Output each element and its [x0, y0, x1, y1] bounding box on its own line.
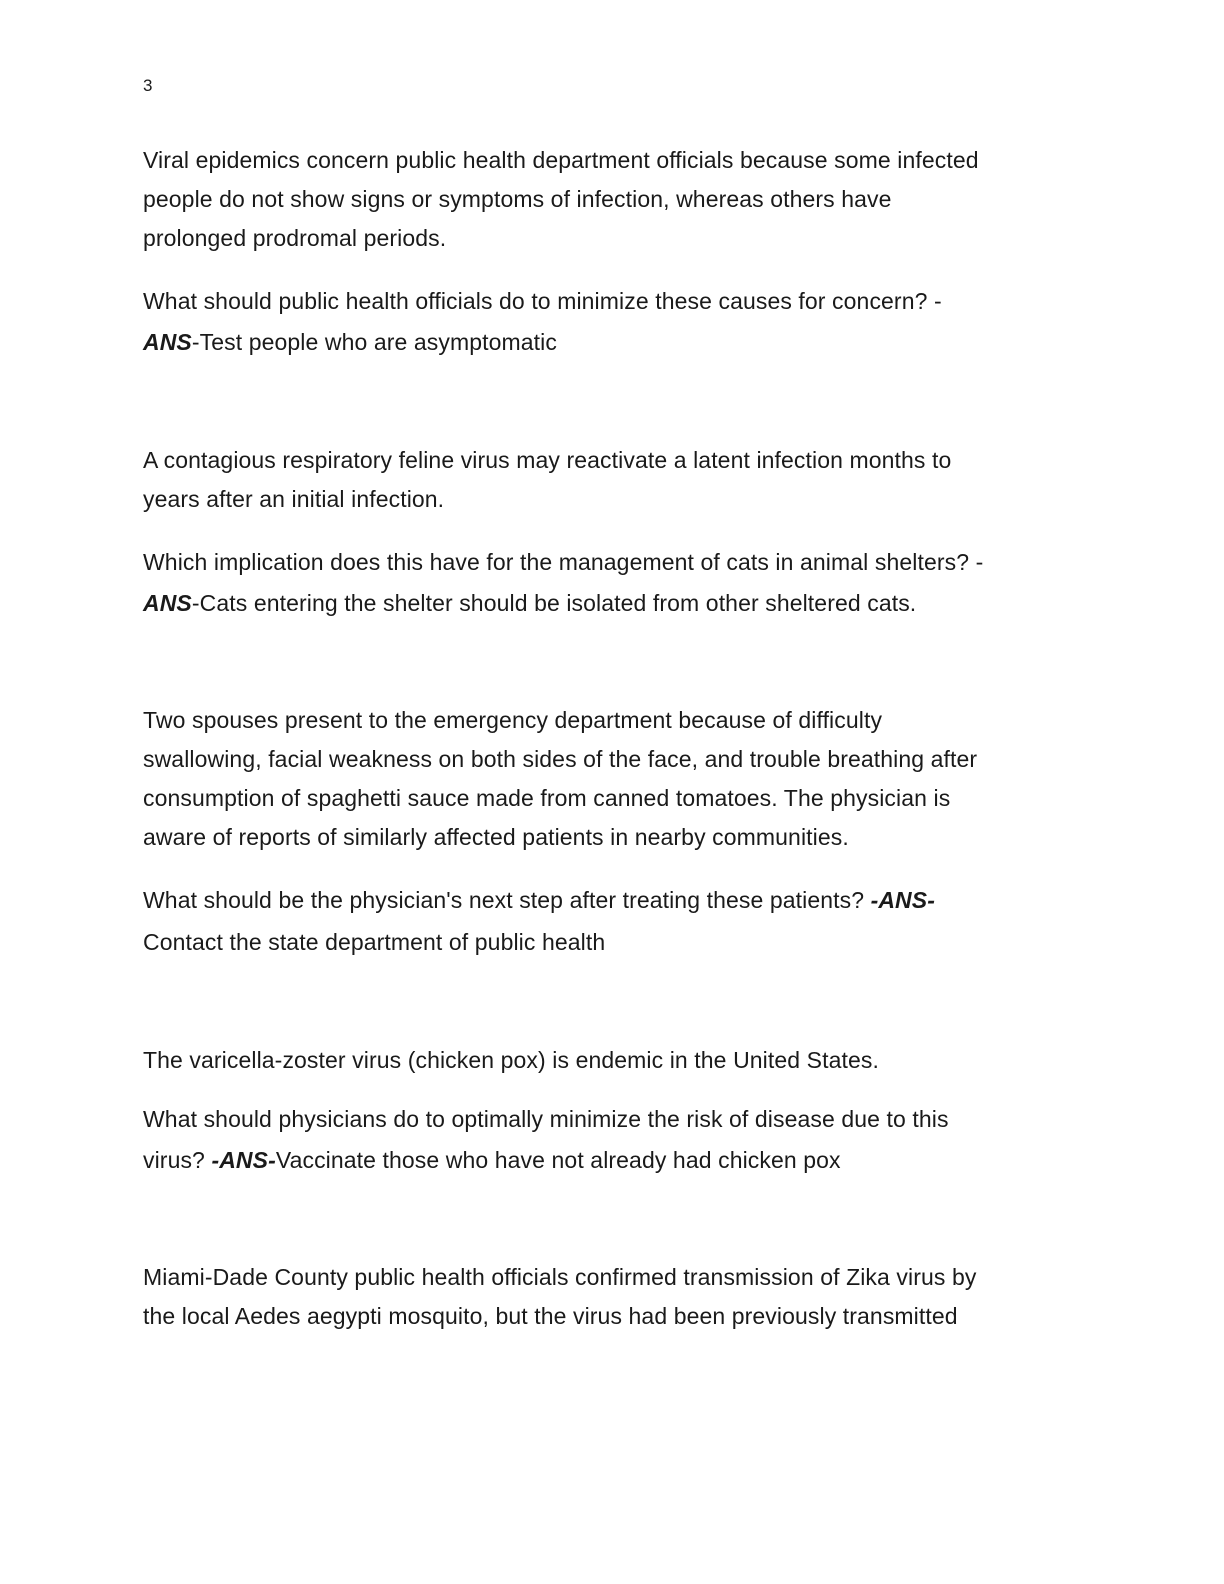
item-1-context-line-3: prolonged prodromal periods. — [143, 225, 447, 251]
item-1-context-line-1: Viral epidemics concern public health department officials because some infected — [143, 147, 979, 173]
item-1-context-line-2: people do not show signs or symptoms of infection, whereas others have — [143, 186, 892, 212]
item-5-context-line-2: the local Aedes aegypti mosquito, but the virus had been previously transmitted — [143, 1303, 958, 1329]
item-1-question: What should public health officials do to minimize these causes for concern? - — [143, 288, 942, 314]
item-5-context-line-1: Miami-Dade County public health officials confirmed transmission of Zika virus by — [143, 1264, 977, 1290]
item-3-context-line-3: consumption of spaghetti sauce made from canned tomatoes. The physician is — [143, 785, 951, 811]
item-2-answer: -Cats entering the shelter should be isolated from other sheltered cats. — [191, 590, 917, 616]
item-3-answer: Contact the state department of public health — [143, 929, 606, 955]
item-2-answer-line — [143, 588, 916, 618]
item-2-question: Which implication does this have for the management of cats in animal shelters? - — [143, 549, 984, 575]
ans-label: -ANS- — [870, 887, 935, 913]
item-2-context-line-2: years after an initial infection. — [143, 486, 445, 512]
item-4-context-line-1: The varicella-zoster virus (chicken pox) is endemic in the United States. — [143, 1047, 879, 1073]
item-4-question-line — [143, 1145, 841, 1175]
item-3-question-line — [143, 885, 935, 915]
item-1-answer: -Test people who are asymptomatic — [191, 329, 557, 355]
item-3-context-line-4: aware of reports of similarly affected patients in nearby communities. — [143, 824, 849, 850]
page-number: 3 — [143, 76, 153, 95]
ans-label: ANS — [143, 590, 192, 616]
item-3-context-line-2: swallowing, facial weakness on both sides of the face, and trouble breathing after — [143, 746, 978, 772]
item-4-answer: Vaccinate those who have not already had chicken pox — [275, 1147, 841, 1173]
item-3-question: What should be the physician's next step after treating these patients? — [143, 887, 871, 913]
item-1-answer-line — [143, 327, 557, 357]
ans-label: ANS — [143, 329, 192, 355]
item-3-context-line-1: Two spouses present to the emergency department because of difficulty — [143, 707, 883, 733]
item-4-question-line-1: What should physicians do to optimally minimize the risk of disease due to this — [143, 1106, 949, 1132]
ans-label: -ANS- — [211, 1147, 276, 1173]
item-4-question-line-2: virus? — [143, 1147, 212, 1173]
item-2-context-line-1: A contagious respiratory feline virus may reactivate a latent infection months to — [143, 447, 952, 473]
